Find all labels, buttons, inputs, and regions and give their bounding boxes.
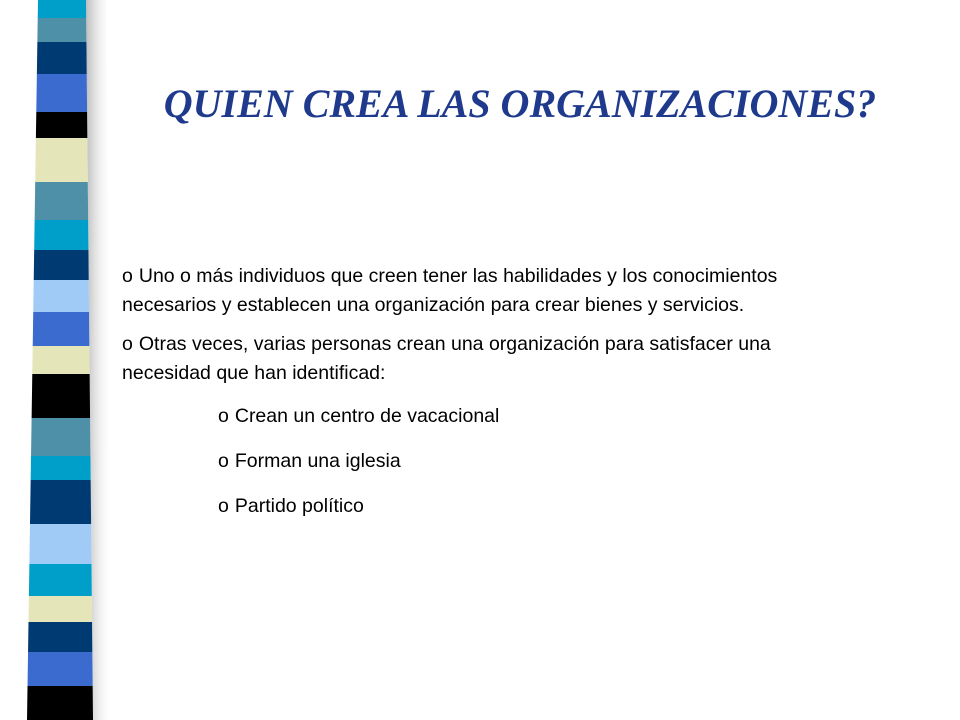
- sub-bullet-text: Partido político: [234, 495, 364, 517]
- bullet-marker: o: [122, 265, 133, 287]
- sub-bullet-text: Crean un centro de vacacional: [234, 405, 500, 427]
- slide-content: [122, 262, 862, 537]
- decorative-stripe: [0, 0, 120, 720]
- sub-bullet-text: Forman una iglesia: [234, 450, 401, 472]
- bullet-text: Uno o más individuos que creen tener las habilidades y los conocimientos necesarios y establecen una organización para crear bienes y servicios.: [122, 265, 778, 316]
- sub-bullet-item: [218, 447, 862, 476]
- bullet-marker: o: [122, 333, 133, 355]
- bullet-marker: o: [218, 450, 229, 472]
- sub-bullet-item: [218, 492, 862, 521]
- bullet-marker: o: [218, 405, 229, 427]
- bullet-text: Otras veces, varias personas crean una organización para satisfacer una necesidad que han identificad:: [122, 333, 771, 384]
- bullet-item: [122, 262, 862, 320]
- bullet-item: [122, 330, 862, 388]
- bullet-marker: o: [218, 495, 229, 517]
- slide-title: QUIEN CREA LAS ORGANIZACIONES?: [163, 81, 877, 126]
- sub-bullet-item: [218, 402, 862, 431]
